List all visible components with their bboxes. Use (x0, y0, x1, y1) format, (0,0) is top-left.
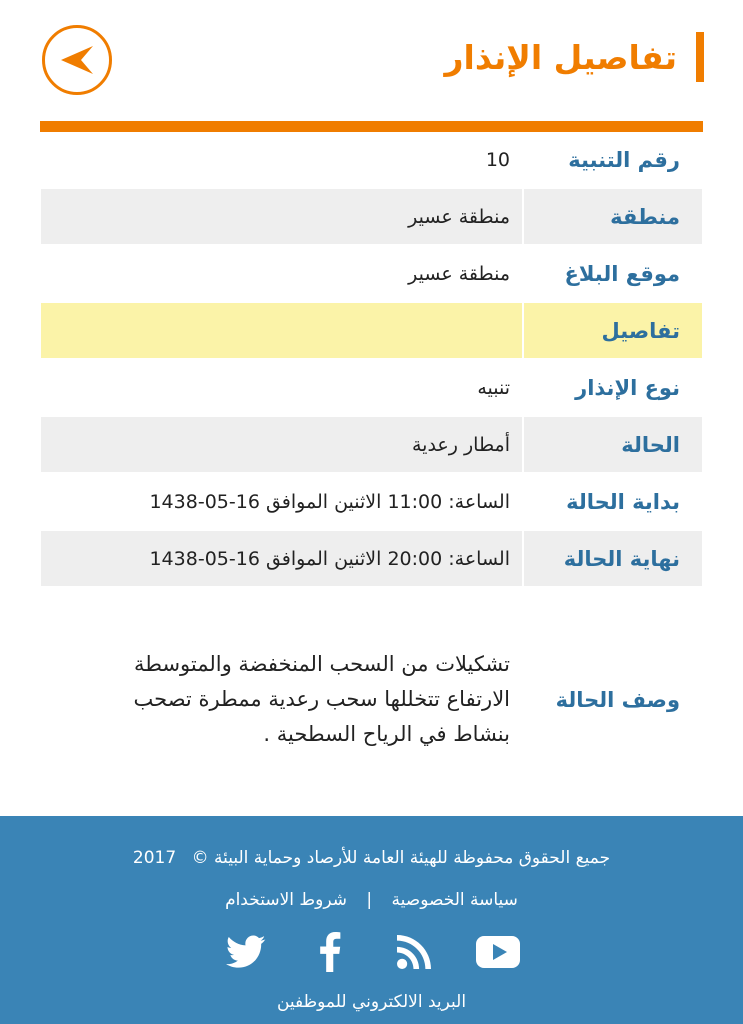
row-value: منطقة عسير (408, 205, 510, 228)
table-row (41, 417, 702, 474)
table-row (41, 246, 702, 303)
row-label: نوع الإنذار (522, 360, 702, 415)
table-row (41, 189, 702, 246)
facebook-icon[interactable] (307, 929, 353, 975)
copyright-year: 2017 (132, 848, 177, 868)
details-section-header (41, 303, 702, 360)
footer (0, 816, 743, 1024)
youtube-icon[interactable] (475, 929, 521, 975)
table-row (41, 588, 702, 813)
row-value: الساعة: 11:00 الاثنين الموافق 16-05-1438 (149, 490, 510, 513)
row-label: منطقة (522, 189, 702, 244)
footer-links (0, 886, 743, 914)
row-value: الساعة: 20:00 الاثنين الموافق 16-05-1438 (149, 547, 510, 570)
row-label: موقع البلاغ (522, 246, 702, 301)
row-label: نهاية الحالة (522, 531, 702, 586)
row-label: تفاصيل (522, 303, 702, 358)
social-links (0, 929, 743, 975)
alert-details-table (41, 132, 702, 813)
header (0, 0, 743, 120)
link-separator: | (366, 890, 373, 910)
row-value: تنبيه (477, 376, 510, 399)
table-row (41, 531, 702, 588)
back-button[interactable] (42, 25, 112, 95)
title-accent-bar (696, 32, 704, 82)
copyright-text: جميع الحقوق محفوظة للهيئة العامة للأرصاد وحماية البيئة © (191, 848, 611, 868)
row-label: وصف الحالة (522, 588, 702, 811)
header-divider (40, 121, 703, 132)
table-row (41, 474, 702, 531)
terms-link[interactable]: شروط الاستخدام (225, 890, 347, 910)
row-label: رقم التنبية (522, 132, 702, 187)
row-value: أمطار رعدية (411, 433, 510, 456)
page-title: تفاصيل الإنذار (444, 38, 677, 77)
copyright (0, 844, 743, 872)
table-row (41, 360, 702, 417)
row-label: بداية الحالة (522, 474, 702, 529)
employee-email-link[interactable]: البريد الالكتروني للموظفين (276, 992, 467, 1012)
back-arrow-icon (57, 40, 97, 80)
row-value: منطقة عسير (408, 262, 510, 285)
row-value (41, 303, 522, 358)
twitter-icon[interactable] (223, 929, 269, 975)
description-text: تشكيلات من السحب المنخفضة والمتوسطة الارتفاع تتخللها سحب رعدية ممطرة تصحب بنشاط في الرياح السطحية . (133, 652, 510, 746)
privacy-link[interactable]: سياسة الخصوصية (391, 890, 518, 910)
row-label: الحالة (522, 417, 702, 472)
row-value: 10 (485, 148, 510, 171)
table-row (41, 132, 702, 189)
rss-icon[interactable] (391, 929, 437, 975)
